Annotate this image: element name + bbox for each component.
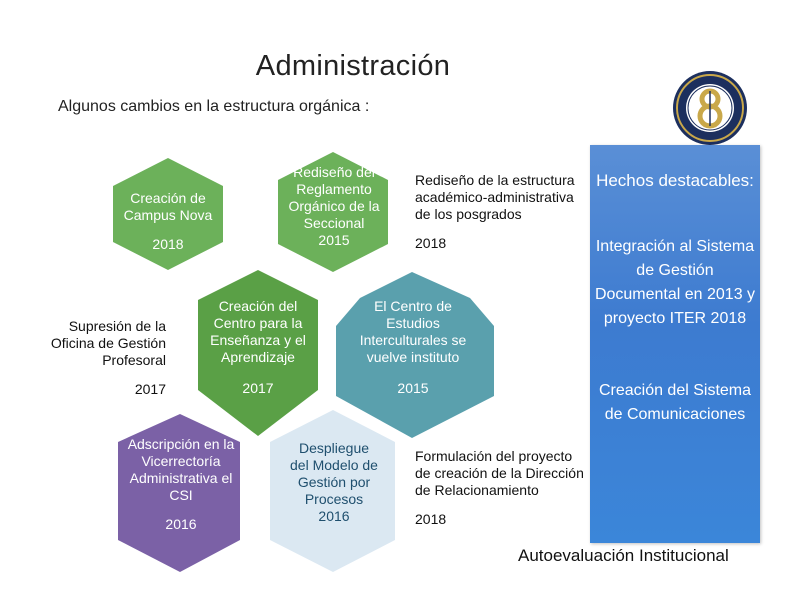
side-item-supresion [30, 318, 166, 398]
highlights-item-2: Creación del Sistema de Comunicaciones [598, 382, 752, 423]
hexagon-label: Despliegue del Modelo de Gestión por Procesos [290, 440, 378, 507]
hexagon-centro-ensenanza-text [206, 298, 310, 397]
hexagon-reglamento-text [284, 164, 384, 249]
side-item-relacionamiento [415, 448, 585, 528]
highlights-item-1: Integración al Sistema de Gestión Documental en 2013 y proyecto ITER 2018 [594, 238, 756, 327]
side-item-year: 2018 [415, 235, 447, 251]
side-item-label: Rediseño de la estructura académico-administrativa de los posgrados [415, 172, 575, 222]
hexagon-year: 2016 [165, 516, 197, 532]
side-item-label: Formulación del proyecto de creación de la Dirección de Relacionamiento [415, 448, 584, 498]
hexagon-modelo-gestion-text [290, 440, 378, 525]
hexagon-vicerrectoria-text [126, 436, 236, 533]
hexagon-label: Rediseño del Reglamento Orgánico de la Seccional [288, 164, 380, 231]
page-title: Administración [255, 50, 451, 82]
hexagon-year: 2015 [397, 380, 429, 396]
hexagon-label: El Centro de Estudios Interculturales se vuelve instituto [359, 298, 467, 365]
hexagon-year: 2018 [152, 236, 184, 252]
hexagon-label: Creación de Campus Nova [123, 190, 213, 223]
side-item-posgrados [415, 172, 575, 252]
hexagon-label: Creación del Centro para la Enseñanza y el Aprendizaje [210, 298, 306, 365]
page-subtitle: Algunos cambios en la estructura orgánica : [58, 98, 370, 115]
hexagon-year: 2015 [318, 232, 350, 248]
side-item-label: Supresión de la Oficina de Gestión Profesoral [50, 318, 166, 368]
hexagon-interculturales-text [358, 298, 468, 397]
hexagon-label: Adscripción en la Vicerrectoría Administrativa el CSI [127, 436, 235, 503]
side-item-year: 2018 [415, 511, 447, 527]
side-item-year: 2017 [134, 381, 166, 397]
hexagon-campus-nova-text [118, 190, 218, 253]
footer-label: Autoevaluación Institucional [518, 546, 729, 565]
highlights-panel [590, 145, 760, 543]
highlights-heading: Hechos destacables: [596, 171, 754, 190]
hexagon-year: 2017 [242, 380, 274, 396]
hexagon-year: 2016 [318, 508, 350, 524]
